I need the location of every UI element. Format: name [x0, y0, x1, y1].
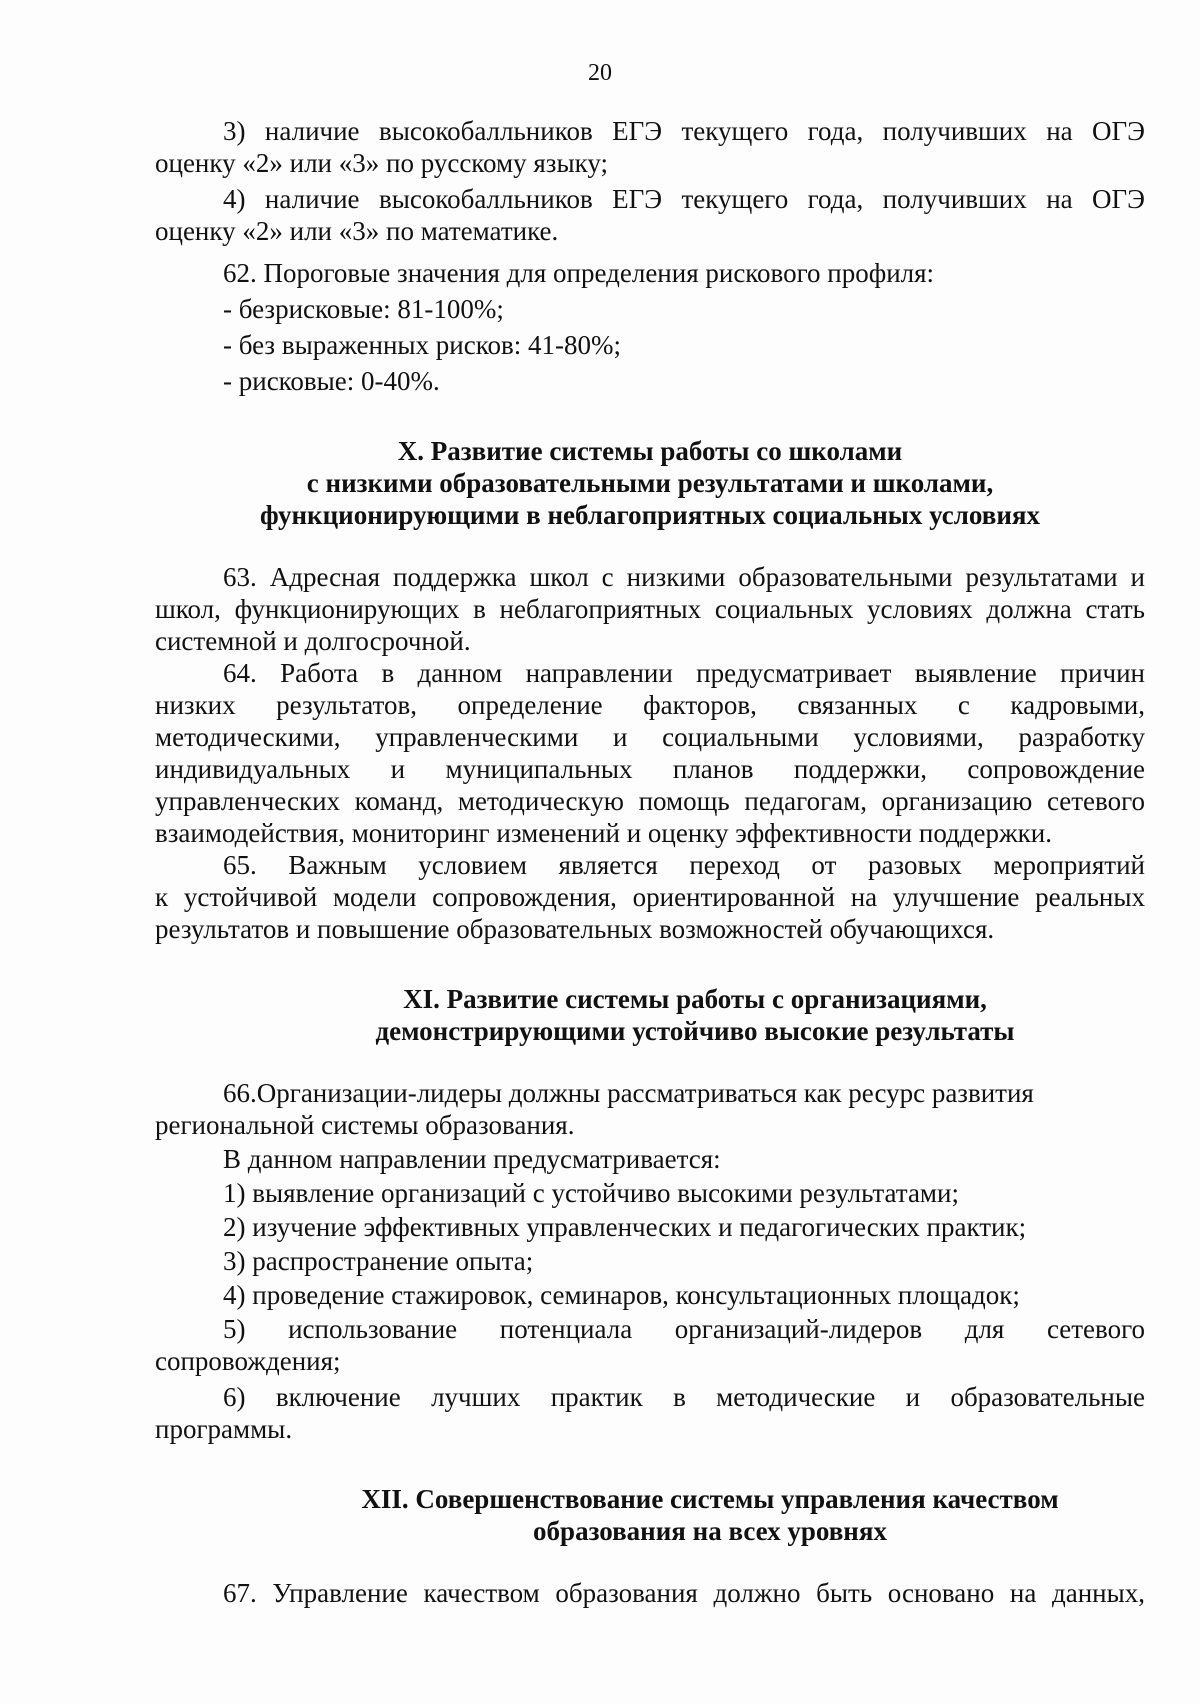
paragraph-line: методическими, управленческими и социальными условиями, разработку: [155, 722, 1145, 752]
paragraph-63: [155, 561, 1145, 657]
paragraph-line: индивидуальных и муниципальных планов поддержки, сопровождение: [155, 754, 1145, 784]
list-item-6-line-1: 6) включение лучших практик в методические и образовательные: [223, 1382, 1145, 1412]
section-10-heading: [155, 435, 1145, 531]
paragraph-67: 67. Управление качеством образования должно быть основано на данных,: [223, 1578, 1145, 1608]
heading-line: XI. Развитие системы работы с организациями,: [403, 984, 987, 1014]
paragraph-line: региональной системы образования.: [155, 1110, 575, 1140]
list-item-5-line-2: сопровождения;: [155, 1346, 341, 1376]
heading-line: X. Развитие системы работы со школами: [397, 436, 903, 466]
threshold-item: - рисковые: 0-40%.: [223, 366, 440, 396]
paragraph-line: 66.Организации-лидеры должны рассматриваться как ресурс развития: [223, 1078, 1034, 1108]
list-intro: В данном направлении предусматривается:: [223, 1144, 721, 1174]
paragraph-64: [155, 657, 1145, 849]
item-4-line-1: 4) наличие высокобалльников ЕГЭ текущего года, получивших на ОГЭ: [223, 184, 1145, 214]
heading-line: функционирующими в неблагоприятных социальных условиях: [259, 500, 1041, 530]
paragraph-line: 64. Работа в данном направлении предусматривает выявление причин: [223, 658, 1145, 688]
heading-line: XII. Совершенствование системы управления качеством: [361, 1484, 1059, 1514]
paragraph-line: школ, функционирующих в неблагоприятных социальных условиях должна стать: [155, 594, 1145, 624]
list-item: 3) распространение опыта;: [223, 1246, 534, 1276]
paragraph-line: к устойчивой модели сопровождения, ориентированной на улучшение реальных: [155, 882, 1145, 912]
section-12-heading: [155, 1483, 1145, 1547]
list-item-5-line-1: 5) использование потенциала организаций-лидеров для сетевого: [223, 1314, 1145, 1344]
paragraph-65: [155, 849, 1145, 945]
paragraph-line: 63. Адресная поддержка школ с низкими образовательными результатами и: [223, 562, 1145, 592]
paragraph-line: результатов и повышение образовательных возможностей обучающихся.: [155, 914, 995, 944]
item-3-line-2: оценку «2» или «3» по русскому языку;: [155, 148, 608, 178]
heading-line: с низкими образовательными результатами и школами,: [306, 468, 994, 498]
document-body: [155, 115, 1145, 1609]
item-4-line-2: оценку «2» или «3» по математике.: [155, 216, 559, 246]
list-item: 4) проведение стажировок, семинаров, консультационных площадок;: [223, 1280, 1020, 1310]
paragraph-line: низких результатов, определение факторов, связанных с кадровыми,: [155, 690, 1145, 720]
paragraph-line: управленческих команд, методическую помощь педагогам, организацию сетевого: [155, 786, 1145, 816]
list-item: 1) выявление организаций с устойчиво высокими результатами;: [223, 1178, 959, 1208]
item-3-line-1: 3) наличие высокобалльников ЕГЭ текущего года, получивших на ОГЭ: [223, 116, 1145, 146]
paragraph-line: системной и долгосрочной.: [155, 626, 471, 656]
heading-line: демонстрирующими устойчиво высокие результаты: [375, 1016, 1015, 1046]
paragraph-line: 65. Важным условием является переход от разовых мероприятий: [223, 850, 1145, 880]
threshold-item: - безрисковые: 81-100%;: [223, 294, 504, 324]
list-item-6-line-2: программы.: [155, 1414, 293, 1444]
paragraph-62: 62. Пороговые значения для определения рискового профиля:: [223, 258, 935, 288]
page-number: 20: [588, 60, 612, 86]
list-item: 2) изучение эффективных управленческих и педагогических практик;: [223, 1212, 1027, 1242]
section-11-heading: [155, 983, 1145, 1047]
threshold-item: - без выраженных рисков: 41-80%;: [223, 330, 621, 360]
paragraph-line: взаимодействия, мониторинг изменений и оценку эффективности поддержки.: [155, 818, 1052, 848]
paragraph-66: [155, 1077, 1145, 1141]
heading-line: образования на всех уровнях: [533, 1516, 887, 1546]
